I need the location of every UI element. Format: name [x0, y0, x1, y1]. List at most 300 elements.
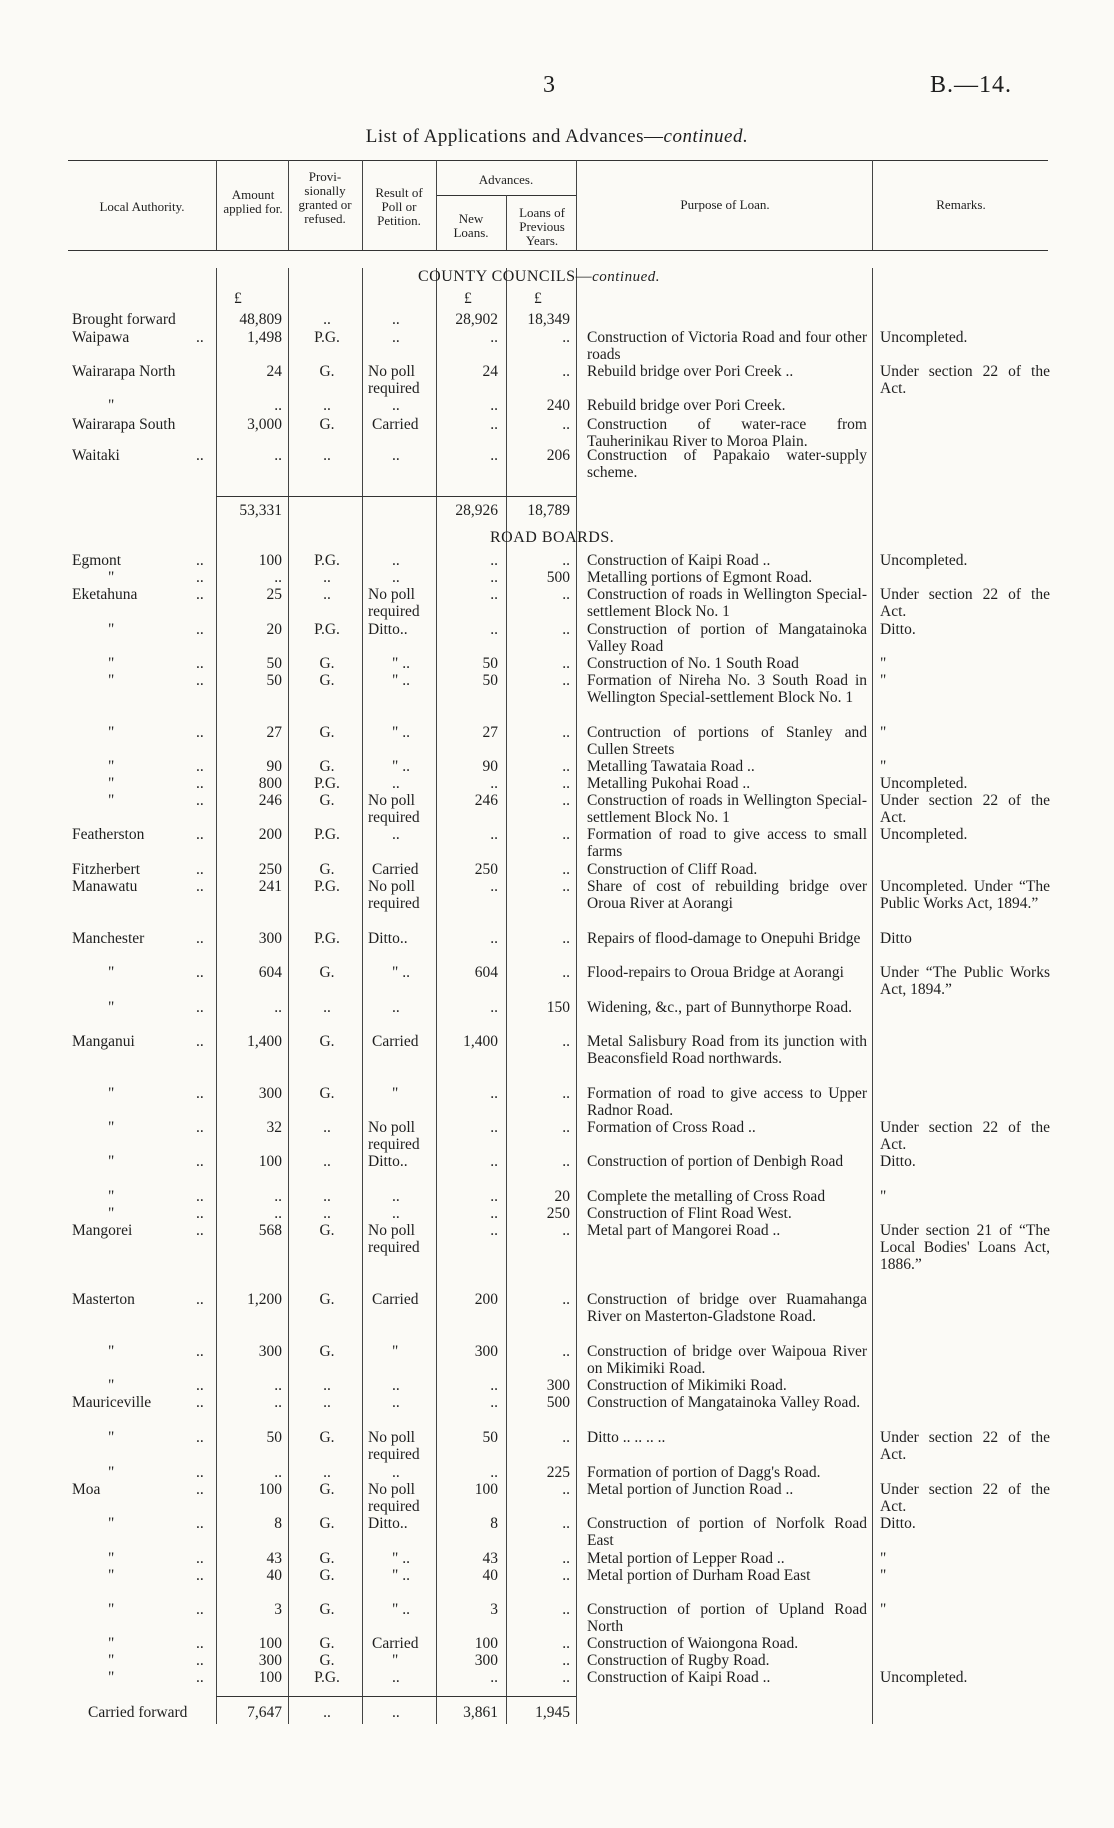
amount-cell: 50 [266, 655, 282, 672]
purpose-cell: Construction of bridge over Ruamahanga River on Masterton-Gladstone Road. [587, 1291, 867, 1325]
leader-dots: .. [196, 447, 204, 464]
local-authority-cell: " [108, 724, 115, 741]
result-cell: " [392, 1652, 399, 1669]
previous-loans-cell: .. [562, 1652, 570, 1669]
provisional-cell: G. [319, 1429, 335, 1446]
provisional-cell: .. [323, 1394, 331, 1411]
purpose-cell: Metal portion of Durham Road East [587, 1567, 811, 1584]
purpose-cell: Repairs of flood-damage to Onepuhi Bridge [587, 930, 861, 947]
leader-dots: .. [196, 552, 204, 569]
result-cell: .. [392, 1669, 400, 1686]
purpose-cell: Construction of roads in Wellington Special-settlement Block No. 1 [587, 586, 867, 620]
table-title: List of Applications and Advances—continued. [365, 126, 749, 147]
amount-cell: 100 [258, 552, 282, 569]
result-cell: .. [392, 999, 400, 1016]
purpose-cell: Construction of Papakaio water-supply scheme. [587, 447, 867, 481]
remarks-cell: " [880, 1550, 887, 1567]
result-cell: " .. [392, 1601, 410, 1618]
purpose-cell: Construction of Rugby Road. [587, 1652, 770, 1669]
result-cell: Carried [372, 1635, 419, 1652]
local-authority-cell: Featherston [72, 826, 145, 843]
amount-cell: 3,000 [247, 416, 282, 433]
amount-cell: .. [274, 1394, 282, 1411]
result-cell: No poll required [368, 586, 420, 620]
remarks-cell: " [880, 758, 887, 775]
provisional-cell: .. [323, 1377, 331, 1394]
carried-result: .. [392, 1704, 400, 1721]
leader-dots: .. [196, 1550, 204, 1567]
previous-loans-cell: .. [562, 1515, 570, 1532]
new-loans-cell: 246 [474, 792, 498, 809]
leader-dots: .. [196, 1291, 204, 1308]
previous-loans-cell: 500 [546, 1394, 570, 1411]
leader-dots: .. [196, 1652, 204, 1669]
local-authority-cell: " [108, 1601, 115, 1618]
leader-dots: .. [196, 621, 204, 638]
local-authority-cell: Waipawa [72, 329, 130, 346]
new-loans-cell: .. [490, 1188, 498, 1205]
previous-loans-cell: .. [562, 329, 570, 346]
purpose-cell: Metal portion of Junction Road .. [587, 1481, 794, 1498]
column-divider [288, 268, 289, 1724]
local-authority-cell: " [108, 655, 115, 672]
result-cell: " .. [392, 964, 410, 981]
amount-cell: .. [274, 397, 282, 414]
amount-cell: 3 [274, 1601, 282, 1618]
leader-dots: .. [196, 878, 204, 895]
local-authority-cell: " [108, 1429, 115, 1446]
amount-cell: 50 [266, 672, 282, 689]
amount-cell: 90 [266, 758, 282, 775]
local-authority-cell: Fitzherbert [72, 861, 141, 878]
new-loans-cell: .. [490, 999, 498, 1016]
amount-cell: .. [274, 447, 282, 464]
provisional-cell: G. [319, 1567, 335, 1584]
remarks-cell: " [880, 655, 887, 672]
leader-dots: .. [196, 1669, 204, 1686]
header-remarks: Remarks. [936, 197, 986, 212]
new-loans-cell: .. [490, 416, 498, 433]
previous-loans-cell: .. [562, 861, 570, 878]
provisional-cell: G. [319, 1652, 335, 1669]
previous-loans-cell: .. [562, 363, 570, 380]
local-authority-cell: " [108, 1188, 115, 1205]
purpose-cell: Construction of Kaipi Road .. [587, 1669, 771, 1686]
previous-loans-cell: 500 [546, 569, 570, 586]
result-cell: " .. [392, 655, 410, 672]
previous-loans-cell: .. [562, 1481, 570, 1498]
new-loans-cell: 1,400 [463, 1033, 498, 1050]
leader-dots: .. [196, 792, 204, 809]
local-authority-cell: " [108, 1119, 115, 1136]
amount-cell: 20 [266, 621, 282, 638]
new-loans-cell: 250 [474, 861, 498, 878]
header-top-rule [68, 160, 1048, 161]
amount-cell: 100 [258, 1481, 282, 1498]
purpose-cell: Metal part of Mangorei Road .. [587, 1222, 781, 1239]
leader-dots: .. [196, 1188, 204, 1205]
provisional-cell: G. [319, 672, 335, 689]
leader-dots: .. [196, 569, 204, 586]
local-authority-cell: Wairarapa South [72, 416, 176, 433]
provisional-cell: .. [323, 447, 331, 464]
result-cell: " .. [392, 758, 410, 775]
provisional-cell: P.G. [314, 552, 340, 569]
provisional-cell: G. [319, 363, 335, 380]
purpose-cell: Construction of Flint Road West. [587, 1205, 792, 1222]
carried-previous: 1,945 [535, 1704, 570, 1721]
column-divider [216, 268, 217, 1724]
provisional-cell: .. [323, 1153, 331, 1170]
previous-loans-cell: .. [562, 1550, 570, 1567]
purpose-cell: Formation of road to give access to small farms [587, 826, 867, 860]
remarks-cell: " [880, 1601, 887, 1618]
amount-cell: 43 [266, 1550, 282, 1567]
purpose-cell: Construction of Victoria Road and four other roads [587, 329, 867, 363]
new-loans-cell: .. [490, 1085, 498, 1102]
new-loans-cell: 27 [482, 724, 498, 741]
provisional-cell: G. [319, 1515, 335, 1532]
column-divider [872, 268, 873, 1724]
section-heading-road-boards: ROAD BOARDS. [490, 529, 615, 546]
leader-dots: .. [196, 964, 204, 981]
new-loans-cell: .. [490, 1377, 498, 1394]
header-amount: Amount applied for. [223, 187, 283, 216]
leader-dots: .. [196, 826, 204, 843]
provisional-cell: G. [319, 861, 335, 878]
amount-cell: 27 [266, 724, 282, 741]
amount-cell: .. [274, 1188, 282, 1205]
provisional-cell: G. [319, 1291, 335, 1308]
amount-cell: 604 [258, 964, 282, 981]
previous-loans-cell: .. [562, 758, 570, 775]
result-cell: .. [392, 1188, 400, 1205]
previous-loans-cell: .. [562, 1669, 570, 1686]
new-loans-cell: 90 [482, 758, 498, 775]
purpose-cell: Flood-repairs to Oroua Bridge at Aorangi [587, 964, 844, 981]
leader-dots: .. [196, 1343, 204, 1360]
result-cell: Carried [372, 1291, 419, 1308]
purpose-cell: Construction of portion of Mangatainoka Valley Road [587, 621, 867, 655]
provisional-cell: .. [323, 999, 331, 1016]
new-loans-cell: .. [490, 397, 498, 414]
remarks-cell: Under section 22 of the Act. [880, 586, 1050, 620]
purpose-cell: Construction of Cliff Road. [587, 861, 758, 878]
local-authority-cell: Mauriceville [72, 1394, 152, 1411]
new-loans-cell: 300 [474, 1652, 498, 1669]
new-loans-cell: .. [490, 878, 498, 895]
purpose-cell: Share of cost of rebuilding bridge over Oroua River at Aorangi [587, 878, 867, 912]
amount-cell: 24 [266, 363, 282, 380]
column-divider [576, 268, 577, 1724]
purpose-cell: Contruction of portions of Stanley and Cullen Streets [587, 724, 867, 758]
remarks-cell: " [880, 724, 887, 741]
new-loans-cell: 300 [474, 1343, 498, 1360]
local-authority-cell: " [108, 621, 115, 638]
local-authority-cell: " [108, 1343, 115, 1360]
purpose-cell: Formation of Nireha No. 3 South Road in Wellington Special-settlement Block No. 1 [587, 672, 867, 706]
remarks-cell: Ditto. [880, 621, 916, 638]
amount-cell: 48,809 [239, 311, 282, 328]
local-authority-cell: Manganui [72, 1033, 135, 1050]
result-cell: .. [392, 552, 400, 569]
previous-loans-cell: 20 [554, 1188, 570, 1205]
previous-loans-cell: 18,349 [527, 311, 570, 328]
leader-dots: .. [196, 1464, 204, 1481]
provisional-cell: G. [319, 1635, 335, 1652]
provisional-cell: P.G. [314, 1669, 340, 1686]
remarks-cell: " [880, 1567, 887, 1584]
provisional-cell: G. [319, 416, 335, 433]
local-authority-cell: Moa [72, 1481, 101, 1498]
previous-loans-cell: .. [562, 1119, 570, 1136]
amount-cell: 1,498 [247, 329, 282, 346]
provisional-cell: G. [319, 758, 335, 775]
local-authority-cell: Wairarapa North [72, 363, 176, 380]
amount-cell: .. [274, 999, 282, 1016]
amount-cell: 300 [258, 1085, 282, 1102]
new-loans-cell: .. [490, 1205, 498, 1222]
currency-symbol: £ [534, 290, 542, 307]
local-authority-cell: Mangorei [72, 1222, 133, 1239]
new-loans-cell: 200 [474, 1291, 498, 1308]
remarks-cell: " [880, 672, 887, 689]
new-loans-cell: .. [490, 1669, 498, 1686]
previous-loans-cell: 206 [546, 447, 570, 464]
amount-cell: 32 [266, 1119, 282, 1136]
leader-dots: .. [196, 1222, 204, 1239]
total-amount: 53,331 [239, 502, 282, 519]
local-authority-cell: Egmont [72, 552, 122, 569]
leader-dots: .. [196, 1119, 204, 1136]
leader-dots: .. [196, 930, 204, 947]
previous-loans-cell: .. [562, 552, 570, 569]
local-authority-cell: Masterton [72, 1291, 135, 1308]
leader-dots: .. [196, 1429, 204, 1446]
amount-cell: 300 [258, 930, 282, 947]
new-loans-cell: .. [490, 329, 498, 346]
provisional-cell: P.G. [314, 621, 340, 638]
header-divider [872, 160, 873, 250]
section-heading-county: COUNTY COUNCILS—continued. [418, 268, 660, 285]
purpose-cell: Metalling Pukohai Road .. [587, 775, 751, 792]
leader-dots: .. [196, 1394, 204, 1411]
local-authority-cell: " [108, 1652, 115, 1669]
amount-cell: .. [274, 1377, 282, 1394]
provisional-cell: .. [323, 569, 331, 586]
local-authority-cell: Waitaki [72, 447, 120, 464]
leader-dots: .. [196, 1377, 204, 1394]
header-provisionally: Provi-sionally granted or refused. [298, 169, 352, 226]
provisional-cell: P.G. [314, 930, 340, 947]
result-cell: " [392, 1343, 399, 1360]
new-loans-cell: .. [490, 1464, 498, 1481]
purpose-cell: Construction of Mangatainoka Valley Road. [587, 1394, 861, 1411]
previous-loans-cell: .. [562, 1429, 570, 1446]
result-cell: Carried [372, 1033, 419, 1050]
new-loans-cell: .. [490, 569, 498, 586]
new-loans-cell: 100 [474, 1635, 498, 1652]
provisional-cell: G. [319, 1033, 335, 1050]
leader-dots: .. [196, 1601, 204, 1618]
local-authority-cell: " [108, 1635, 115, 1652]
provisional-cell: G. [319, 1222, 335, 1239]
result-cell: .. [392, 1464, 400, 1481]
header-divider [288, 160, 289, 250]
result-cell: .. [392, 1205, 400, 1222]
result-cell: Ditto.. [368, 1515, 408, 1532]
provisional-cell: G. [319, 792, 335, 809]
result-cell: .. [392, 311, 400, 328]
result-cell: Carried [372, 416, 419, 433]
purpose-cell: Construction of roads in Wellington Special-settlement Block No. 1 [587, 792, 867, 826]
remarks-cell: Uncompleted. [880, 552, 968, 569]
previous-loans-cell: .. [562, 826, 570, 843]
leader-dots: .. [196, 1033, 204, 1050]
header-divider [216, 160, 217, 250]
result-cell: .. [392, 329, 400, 346]
amount-cell: 300 [258, 1652, 282, 1669]
column-divider [436, 268, 437, 1724]
purpose-cell: Formation of Cross Road .. [587, 1119, 756, 1136]
local-authority-cell: " [108, 569, 115, 586]
local-authority-cell: " [108, 1567, 115, 1584]
leader-dots: .. [196, 655, 204, 672]
result-cell: " .. [392, 1567, 410, 1584]
result-cell: No poll required [368, 1481, 420, 1515]
amount-cell: 100 [258, 1635, 282, 1652]
local-authority-cell: Manchester [72, 930, 145, 947]
amount-cell: 568 [258, 1222, 282, 1239]
result-cell: .. [392, 1377, 400, 1394]
previous-loans-cell: .. [562, 1601, 570, 1618]
purpose-cell: Formation of road to give access to Upper Radnor Road. [587, 1085, 867, 1119]
provisional-cell: .. [323, 397, 331, 414]
remarks-cell: Under section 22 of the Act. [880, 363, 1050, 397]
remarks-cell: Under “The Public Works Act, 1894.” [880, 964, 1050, 998]
new-loans-cell: .. [490, 826, 498, 843]
local-authority-cell: Brought forward [72, 311, 176, 328]
previous-loans-cell: .. [562, 792, 570, 809]
leader-dots: .. [196, 758, 204, 775]
header-new-loans: New Loans. [453, 211, 489, 240]
leader-dots: .. [196, 329, 204, 346]
local-authority-cell: " [108, 792, 115, 809]
leader-dots: .. [196, 1481, 204, 1498]
carried-rule [216, 1696, 576, 1697]
new-loans-cell: 50 [482, 1429, 498, 1446]
provisional-cell: .. [323, 1188, 331, 1205]
purpose-cell: Construction of bridge over Waipoua River on Mikimiki Road. [587, 1343, 867, 1377]
new-loans-cell: 8 [490, 1515, 498, 1532]
previous-loans-cell: 150 [546, 999, 570, 1016]
purpose-cell: Metalling Tawataia Road .. [587, 758, 755, 775]
new-loans-cell: 43 [482, 1550, 498, 1567]
result-cell: " [392, 1085, 399, 1102]
local-authority-cell: " [108, 1669, 115, 1686]
provisional-cell: G. [319, 655, 335, 672]
amount-cell: 200 [258, 826, 282, 843]
provisional-cell: G. [319, 964, 335, 981]
local-authority-cell: Manawatu [72, 878, 138, 895]
carried-new-loans: 3,861 [463, 1704, 498, 1721]
header-divider [506, 195, 507, 250]
new-loans-cell: .. [490, 447, 498, 464]
previous-loans-cell: .. [562, 724, 570, 741]
previous-loans-cell: .. [562, 1343, 570, 1360]
local-authority-cell: " [108, 999, 115, 1016]
header-previous: Loans of Previous Years. [519, 205, 565, 248]
new-loans-cell: .. [490, 552, 498, 569]
previous-loans-cell: .. [562, 416, 570, 433]
previous-loans-cell: .. [562, 1085, 570, 1102]
previous-loans-cell: .. [562, 655, 570, 672]
local-authority-cell: " [108, 1205, 115, 1222]
purpose-cell: Construction of portion of Upland Road North [587, 1601, 867, 1635]
total-previous: 18,789 [527, 502, 570, 519]
previous-loans-cell: .. [562, 878, 570, 895]
amount-cell: 241 [258, 878, 282, 895]
previous-loans-cell: .. [562, 1033, 570, 1050]
header-advances: Advances. [478, 172, 534, 187]
column-divider [362, 268, 363, 1724]
amount-cell: 25 [266, 586, 282, 603]
purpose-cell: Metalling portions of Egmont Road. [587, 569, 813, 586]
header-purpose: Purpose of Loan. [680, 197, 770, 212]
provisional-cell: .. [323, 586, 331, 603]
previous-loans-cell: 225 [546, 1464, 570, 1481]
purpose-cell: Metal portion of Lepper Road .. [587, 1550, 785, 1567]
local-authority-cell: Eketahuna [72, 586, 138, 603]
remarks-cell: Under section 22 of the Act. [880, 1481, 1050, 1515]
new-loans-cell: 100 [474, 1481, 498, 1498]
header-divider [576, 160, 577, 250]
new-loans-cell: .. [490, 1222, 498, 1239]
result-cell: Ditto.. [368, 930, 408, 947]
amount-cell: 40 [266, 1567, 282, 1584]
result-cell: No poll required [368, 363, 420, 397]
purpose-cell: Construction of Mikimiki Road. [587, 1377, 787, 1394]
purpose-cell: Complete the metalling of Cross Road [587, 1188, 826, 1205]
new-loans-cell: 24 [482, 363, 498, 380]
result-cell: .. [392, 775, 400, 792]
previous-loans-cell: .. [562, 672, 570, 689]
amount-cell: 100 [258, 1153, 282, 1170]
local-authority-cell: " [108, 397, 115, 414]
provisional-cell: G. [319, 724, 335, 741]
provisional-cell: G. [319, 1343, 335, 1360]
remarks-cell: Uncompleted. [880, 329, 968, 346]
new-loans-cell: 3 [490, 1601, 498, 1618]
amount-cell: 100 [258, 1669, 282, 1686]
header-bottom-rule [68, 250, 1048, 251]
local-authority-cell: " [108, 1153, 115, 1170]
provisional-cell: G. [319, 1550, 335, 1567]
result-cell: " .. [392, 724, 410, 741]
result-cell: No poll required [368, 1119, 420, 1153]
purpose-cell: Construction of portion of Denbigh Road [587, 1153, 844, 1170]
leader-dots: .. [196, 1567, 204, 1584]
purpose-cell: Construction of No. 1 South Road [587, 655, 799, 672]
provisional-cell: G. [319, 1601, 335, 1618]
previous-loans-cell: .. [562, 621, 570, 638]
provisional-cell: .. [323, 1205, 331, 1222]
new-loans-cell: 28,902 [455, 311, 498, 328]
leader-dots: .. [196, 586, 204, 603]
amount-cell: 300 [258, 1343, 282, 1360]
provisional-cell: .. [323, 1119, 331, 1136]
provisional-cell: P.G. [314, 826, 340, 843]
